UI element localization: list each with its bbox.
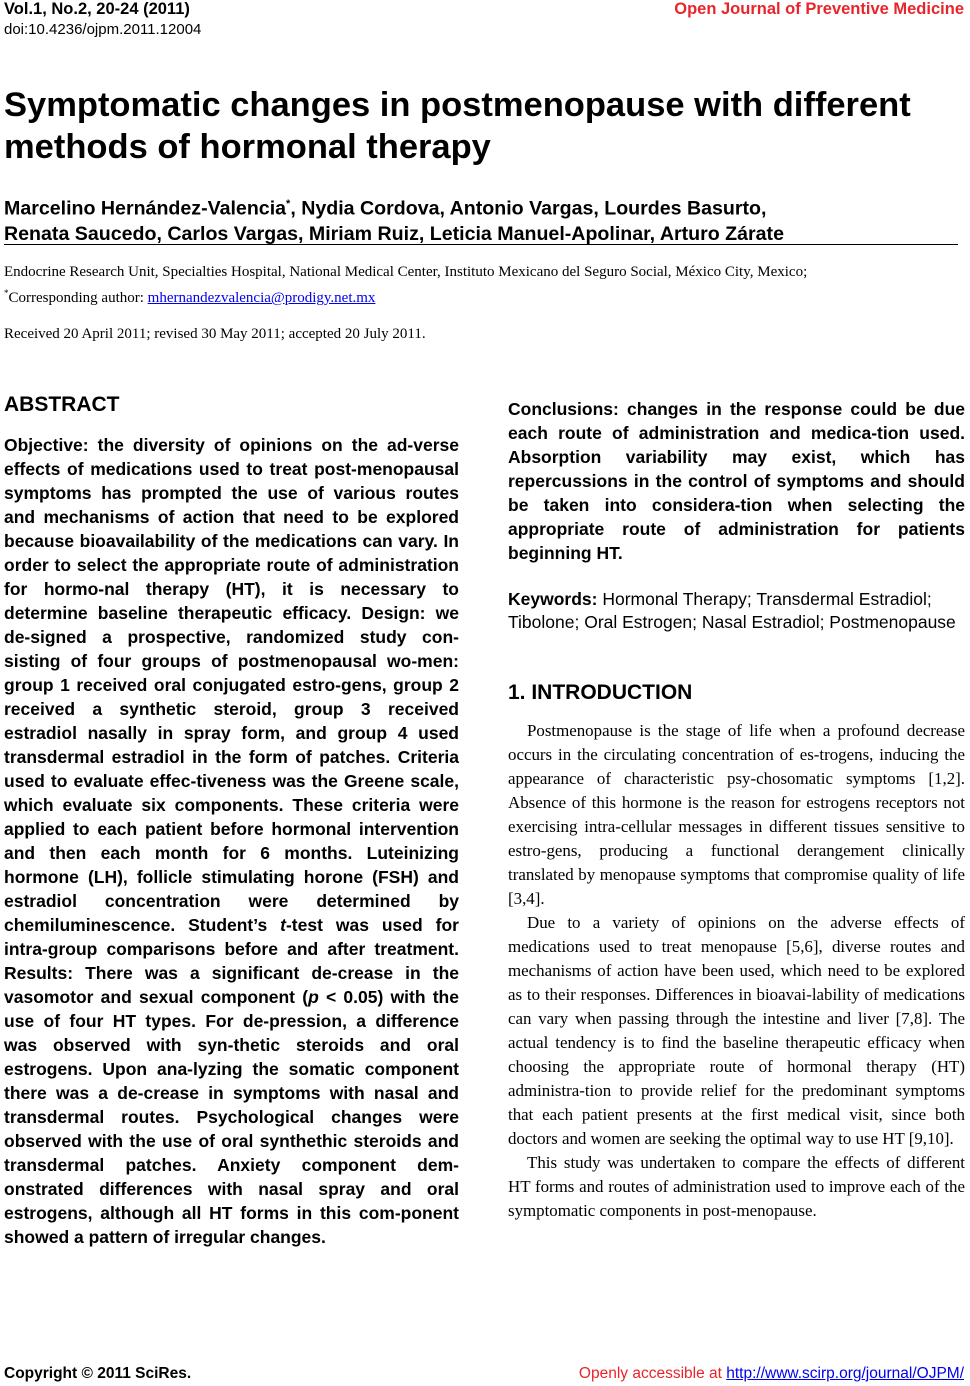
- journal-name: Open Journal of Preventive Medicine: [674, 0, 964, 18]
- received-dates: Received 20 April 2011; revised 30 May 2011; accepted 20 July 2011.: [4, 326, 426, 342]
- corresponding-mark-2: *: [4, 288, 9, 298]
- author-names-1: , Nydia Cordova, Antonio Vargas, Lourdes Basurto,: [290, 197, 767, 220]
- abstract-conclusions: Conclusions: changes in the response could be due each route of administration and medica-tion used. Absorption variability may exist, which has repercussions in the control of symptoms and should be taken into considera-tion when selecting the appropriate route of administration for patients beginning HT.: [508, 399, 965, 563]
- header-divider: [4, 244, 958, 245]
- abstract-heading: ABSTRACT: [4, 393, 120, 416]
- access-text: Openly accessible at: [578, 1365, 727, 1382]
- abstract-t-italic: t: [280, 915, 286, 935]
- introduction-body: [508, 719, 965, 1223]
- corresponding-label: Corresponding author:: [8, 290, 148, 306]
- abstract-part-2: -test was used for intra-group comparisons before and after treatment. Results: There was a significant de-crease in the vasomotor and sexual component (: [4, 915, 459, 1007]
- volume-info: Vol.1, No.2, 20-24 (2011): [4, 0, 190, 18]
- corresponding-author: [4, 283, 375, 309]
- access-note: [579, 1365, 964, 1383]
- affiliation: Endocrine Research Unit, Specialties Hospital, National Medical Center, Instituto Mexicano del Seguro Social, México City, Mexico;: [4, 264, 808, 280]
- corresponding-email-link[interactable]: mhernandezvalencia@prodigy.net.mx: [147, 290, 376, 306]
- copyright: Copyright © 2011 SciRes.: [4, 1365, 192, 1382]
- abstract-text: [4, 433, 459, 1249]
- author-names-2: Renata Saucedo, Carlos Vargas, Miriam Ruiz, Leticia Manuel-Apolinar, Arturo Zárate: [4, 222, 784, 245]
- doi: doi:10.4236/ojpm.2011.12004: [4, 21, 202, 38]
- author-list: [4, 192, 966, 247]
- author-name-corresponding: Marcelino Hernández-Valencia: [4, 197, 287, 220]
- introduction-paragraph: This study was undertaken to compare the effects of different HT forms and routes of administration used to improve each of the symptomatic components in post-menopause.: [508, 1153, 965, 1220]
- corresponding-mark: *: [286, 198, 291, 210]
- abstract-part-1: Objective: the diversity of opinions on the ad-verse effects of medications used to treat post-menopausal symptoms has prompted the use of various routes and mechanisms of action that need to be explored because bioavailability of the medications can vary. In order to select the appropriate route of administration for hormo-nal therapy (HT), it is necessary to determine baseline therapeutic efficacy. Design: we de-signed a prospective, randomized study con-sisting of four groups of postmenopausal wo-men: group 1 received oral conjugated estro-gens, group 2 received a synthetic steroid, group 3 received estradiol nasally in spray form, and group 4 used transdermal estradiol in the form of patches. Criteria used to evaluate effec-tiveness was the Greene scale, which evaluate six components. These criteria were applied to each patient before hormonal intervention and then each month for 6 months. Luteinizing hormone (LH), follicle stimulating horone (FSH) and estradiol concentration were determined by chemiluminescence. Student’s: [4, 435, 459, 935]
- keywords: [508, 588, 965, 634]
- introduction-heading: 1. INTRODUCTION: [508, 681, 693, 704]
- introduction-paragraph: Postmenopause is the stage of life when a profound decrease occurs in the circulating concentration of es-trogens, inducing the appearance of characteristic psy-chosomatic symptoms [1,2]. Absence of this hormone is the reason for estrogens receptors not exercising intra-cellular messages in different tissues sensitive to estro-gens, producing a functional derangement clinically translated by menopause symptoms that compromise quality of life [3,4].: [508, 721, 965, 908]
- keywords-label: Keywords:: [508, 589, 598, 609]
- abstract-part-3: < 0.05) with the use of four HT types. For de-pression, a difference was observed with syn-thetic steroids and oral estrogens. Upon ana-lyzing the somatic component there was a de-crease in symptoms with nasal and transdermal routes. Psychological changes were observed with the use of oral synthethic steroids and transdermal patches. Anxiety component dem-onstrated differences with nasal spray and oral estrogens, although all HT forms in this com-ponent showed a pattern of irregular changes.: [4, 987, 459, 1247]
- abstract-p-italic: p: [308, 987, 319, 1007]
- journal-url-link[interactable]: http://www.scirp.org/journal/OJPM/: [726, 1365, 964, 1382]
- article-title: Symptomatic changes in postmenopause with different methods of hormonal therapy: [4, 86, 911, 166]
- introduction-paragraph: Due to a variety of opinions on the adverse effects of medications used to treat menopause [5,6], diverse routes and mechanisms of action have been used, which need to be explored as to their responses. Differences in bioavai-lability of medications can vary when passing through the intestine and liver [7,8]. The actual tendency is to find the baseline therapeutic efficacy when choosing the appropriate route of hormonal therapy (HT) administra-tion to provide relief for the predominant symptoms that each patient presents at the first medical visit, since both doctors and women are seeking the optimal way to use HT [9,10].: [508, 913, 965, 1148]
- keywords-text: Hormonal Therapy; Transdermal Estradiol; Tibolone; Oral Estrogen; Nasal Estradiol; Postmenopause: [508, 589, 956, 632]
